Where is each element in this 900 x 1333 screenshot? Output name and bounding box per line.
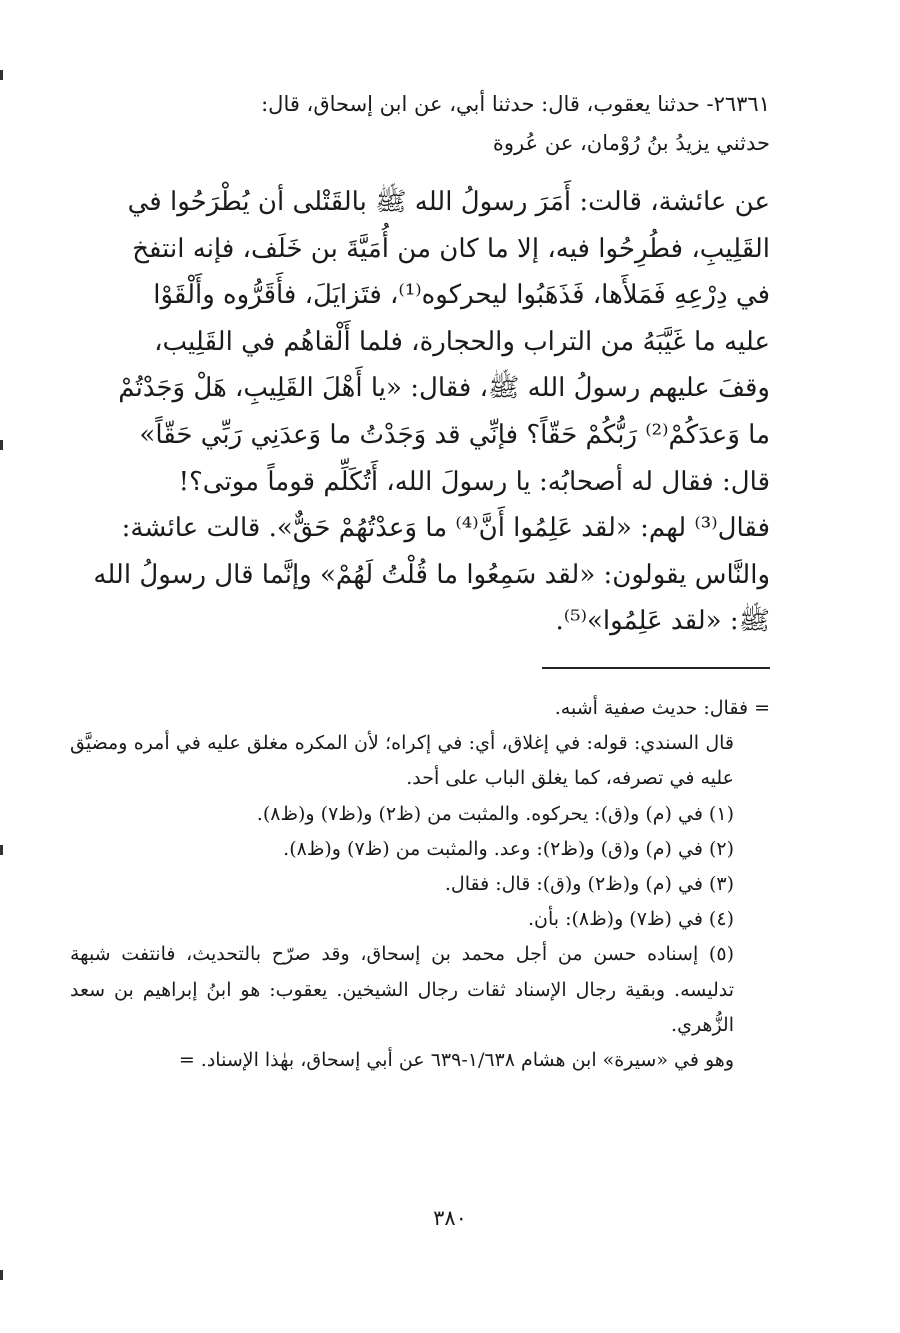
footnote-sira: وهو في «سيرة» ابن هشام ١/٦٣٨-٦٣٩ عن أبي إسحاق، بهٰذا الإسناد. = xyxy=(178,1048,734,1071)
margin-mark xyxy=(0,440,3,450)
hadith-matn xyxy=(70,179,770,645)
isnad-line: ٢٦٣٦١- حدثنا يعقوب، قال: حدثنا أبي، عن ابن إسحاق، قال: xyxy=(261,92,770,116)
book-page xyxy=(70,85,770,1078)
matn-line: القَلِيبِ، فطُرِحُوا فيه، إلا ما كان من أُمَيَّةَ بن خَلَف، فإنه انتفخ xyxy=(132,233,770,264)
footnote-continuation: = فقال: حديث صفية أشبه. xyxy=(554,696,770,719)
footnote-divider xyxy=(542,667,770,669)
footnote-item: (٢) في (م) و(ق) و(ظ٢): وعد. والمثبت من (ظ٧) و(ظ٨). xyxy=(283,837,734,860)
margin-mark xyxy=(0,845,3,855)
matn-line: قال: فقال له أصحابُه: يا رسولَ الله، أَتُكَلِّم قوماً موتى؟! xyxy=(178,466,770,497)
matn-line: في دِرْعِهِ فَمَلأَها، فَذَهَبُوا ليحركوه⁽¹⁾، فتَزايَلَ، فأَقَرُّوه وأَلْقَوْا xyxy=(153,280,770,311)
matn-line: ما وَعدَكُمْ⁽²⁾ رَبُّكُمْ حَقّاً؟ فإنِّي قد وَجَدْتُ ما وَعدَنِي رَبِّي حَقّاً» xyxy=(139,419,770,450)
matn-line: وقفَ عليهم رسولُ الله ﷺ، فقال: «يا أَهْلَ القَلِيبِ، هَلْ وَجَدْتُمْ xyxy=(118,373,770,404)
footnotes xyxy=(70,691,770,1078)
margin-mark xyxy=(0,70,3,80)
matn-line: ﷺ: «لقد عَلِمُوا»⁽⁵⁾. xyxy=(555,606,770,637)
footnote-item: (٥) إسناده حسن من أجل محمد بن إسحاق، وقد صرّح بالتحديث، فانتفت شبهة تدليسه. وبقية رجال الإسناد ثقات رجال الشيخين. يعقوب: هو ابنُ إبراهيم بن سعد الزُّهري. xyxy=(70,943,734,1036)
footnote-item: (٣) في (م) و(ظ٢) و(ق): قال: فقال. xyxy=(444,872,734,895)
margin-mark xyxy=(0,1270,3,1280)
isnad-line: حدثني يزيدُ بنُ رُوْمان، عن عُروة xyxy=(492,131,770,155)
footnote-sindi: قال السندي: قوله: في إغلاق، أي: في إكراه؛ لأن المكره مغلق عليه في أمره ومضيَّق عليه في تصرفه، كما يغلق الباب على أحد. xyxy=(70,732,734,790)
matn-line: عليه ما غَيَّبَهُ من التراب والحجارة، فلما أَلْقاهُم في القَلِيب، xyxy=(154,326,770,357)
footnote-item: (١) في (م) و(ق): يحركوه. والمثبت من (ظ٢) و(ظ٧) و(ظ٨). xyxy=(256,802,734,825)
page-number: ٣٨٠ xyxy=(433,1206,467,1230)
matn-line: والنَّاس يقولون: «لقد سَمِعُوا ما قُلْتُ لَهُمْ» وإنَّما قال رسولُ الله xyxy=(93,559,770,590)
hadith-isnad xyxy=(70,85,770,163)
matn-line: عن عائشة، قالت: أَمَرَ رسولُ الله ﷺ بالقَتْلى أن يُطْرَحُوا في xyxy=(127,187,770,217)
footnote-item: (٤) في (ظ٧) و(ظ٨): بأن. xyxy=(527,908,734,931)
matn-line: فقال⁽³⁾ لهم: «لقد عَلِمُوا أَنَّ⁽⁴⁾ ما وَعدْتُهُمْ حَقٌّ». قالت عائشة: xyxy=(121,513,770,544)
